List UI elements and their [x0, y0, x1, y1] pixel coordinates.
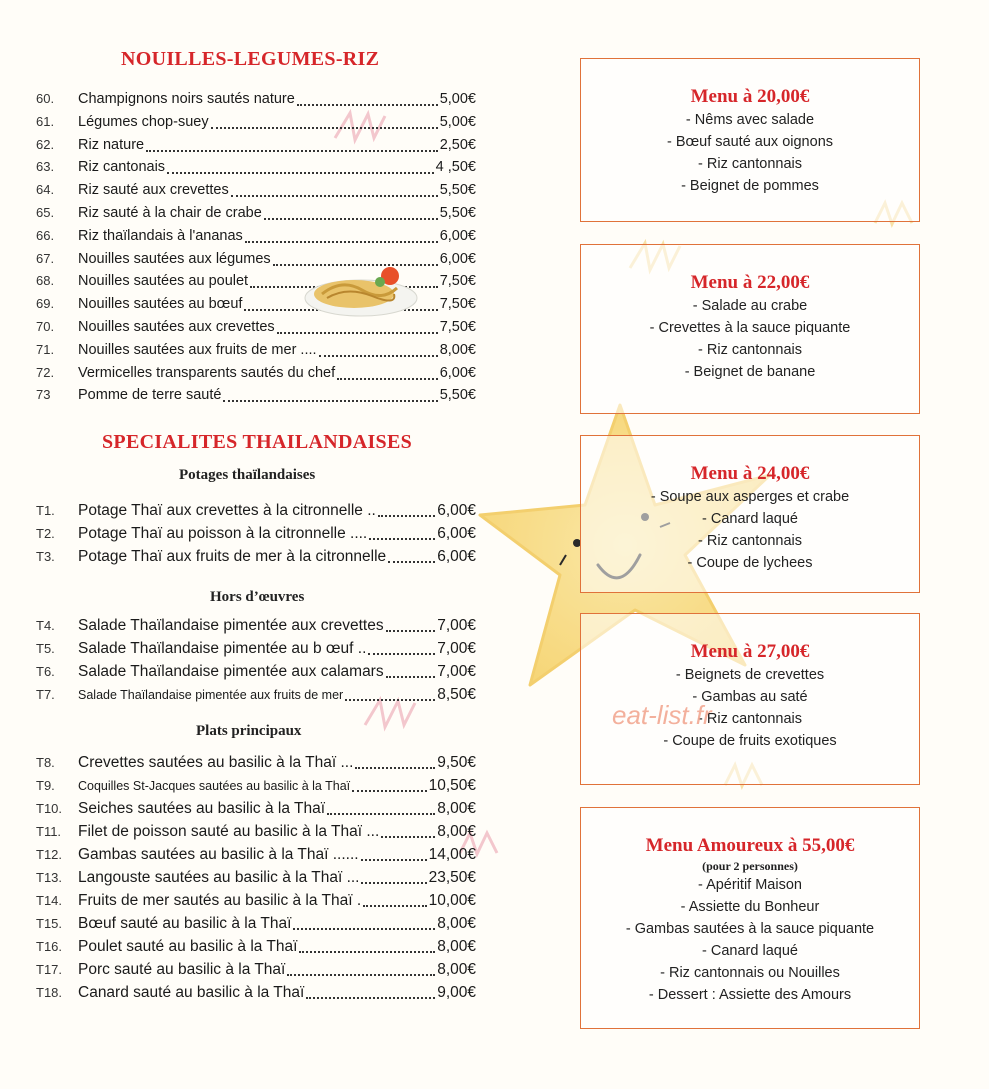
dot-leader — [355, 767, 435, 769]
dot-leader — [297, 104, 438, 106]
menu-item-number: T2. — [36, 526, 55, 541]
section-title-noodles: NOUILLES-LEGUMES-RIZ — [121, 48, 380, 70]
menu-item-name: Gambas sautées au basilic à la Thaï ...... — [78, 846, 359, 863]
set-menu-box — [580, 807, 920, 1029]
menu-item-number: T15. — [36, 916, 63, 931]
menu-item-number: T16. — [36, 939, 63, 954]
menu-item-name: Potage Thaï aux fruits de mer à la citronnelle — [78, 548, 387, 565]
dot-leader — [293, 928, 435, 930]
set-menu-title: Menu à 24,00€ — [690, 463, 810, 484]
menu-item-name: Nouilles sautées au bœuf — [78, 296, 243, 313]
menu-item-price: 2,50€ — [439, 136, 476, 153]
dot-leader — [388, 561, 435, 563]
menu-item-price: 7,00€ — [437, 663, 476, 680]
set-menu-box — [580, 58, 920, 222]
menu-item-price: 9,50€ — [437, 754, 476, 771]
set-menu-box — [580, 613, 920, 785]
menu-item-price: 6,00€ — [439, 364, 476, 381]
dot-leader — [361, 859, 427, 861]
menu-item-price: 9,00€ — [437, 984, 476, 1001]
dot-leader — [211, 127, 438, 129]
set-menu-course: - Gambas sautées à la sauce piquante — [625, 921, 875, 937]
set-menu-course: - Bœuf sauté aux oignons — [666, 134, 834, 150]
dot-leader — [264, 218, 438, 220]
dot-leader — [306, 997, 435, 999]
menu-item-number: T4. — [36, 618, 55, 633]
set-menu-course: - Nêms avec salade — [685, 112, 815, 128]
noodle-dish-photo — [302, 258, 420, 320]
dot-leader — [231, 195, 438, 197]
set-menu-course: - Apéritif Maison — [698, 877, 802, 893]
menu-item-number: T3. — [36, 549, 55, 564]
menu-item-number: 60. — [36, 91, 55, 106]
menu-item-name: Riz sauté aux crevettes — [78, 182, 229, 199]
menu-item-price: 6,00€ — [437, 502, 476, 519]
menu-item-row — [36, 525, 476, 545]
menu-item-number: T7. — [36, 687, 55, 702]
menu-item-price: 5,00€ — [439, 91, 476, 107]
menu-item-price: 7,50€ — [439, 296, 476, 313]
menu-item-row — [36, 365, 476, 385]
menu-item-number: 68. — [36, 273, 55, 289]
menu-item-row — [36, 846, 476, 866]
menu-item-price: 6,00€ — [437, 548, 476, 565]
menu-item-number: T5. — [36, 641, 55, 656]
menu-item-row — [36, 387, 476, 407]
menu-item-name: Crevettes sautées au basilic à la Thaï ... — [78, 754, 354, 771]
menu-item-number: T8. — [36, 755, 55, 770]
dot-leader — [369, 538, 435, 540]
menu-item-number: T11. — [36, 824, 62, 839]
menu-item-number: T12. — [36, 847, 63, 862]
set-menu-course: - Soupe aux asperges et crabe — [650, 489, 850, 505]
subsection-title-soups: Potages thaïlandaises — [179, 467, 316, 483]
menu-item-price: 8,00€ — [437, 823, 476, 840]
set-menu-course: - Canard laqué — [702, 943, 798, 959]
menu-item-row — [36, 114, 476, 134]
set-menu-note: (pour 2 personnes) — [702, 859, 798, 873]
dot-leader — [223, 400, 437, 402]
menu-item-price: 8,00€ — [437, 915, 476, 932]
menu-item-row — [36, 205, 476, 225]
menu-item-row — [36, 686, 476, 706]
set-menu-course: - Riz cantonnais — [698, 342, 802, 358]
menu-item-price: 8,50€ — [437, 686, 476, 703]
section-title-thai: SPECIALITES THAILANDAISES — [102, 431, 413, 453]
watermark: eat-list.fr — [612, 700, 712, 730]
menu-item-name: Nouilles sautées aux crevettes — [78, 319, 275, 335]
menu-item-number: T14. — [36, 893, 63, 908]
dot-leader — [368, 653, 435, 655]
menu-item-row — [36, 938, 476, 958]
menu-item-row — [36, 319, 476, 339]
menu-item-number: T13. — [36, 870, 63, 885]
menu-item-name: Salade Thaïlandaise pimentée au b œuf .. — [78, 640, 367, 657]
menu-item-price: 7,00€ — [437, 640, 476, 657]
menu-item-price: 23,50€ — [428, 869, 476, 886]
menu-item-row — [36, 984, 476, 1004]
menu-item-name: Salade Thaïlandaise pimentée aux crevettes — [78, 617, 384, 634]
menu-item-name: Bœuf sauté au basilic à la Thaï — [78, 915, 292, 932]
menu-item-row — [36, 91, 476, 111]
menu-item-price: 7,50€ — [439, 319, 476, 335]
menu-item-row — [36, 915, 476, 935]
menu-item-row — [36, 961, 476, 981]
dot-leader — [277, 332, 438, 334]
set-menu-course: - Beignet de pommes — [681, 178, 819, 194]
menu-item-number: 65. — [36, 205, 55, 220]
dot-leader — [345, 699, 435, 701]
menu-item-number: 64. — [36, 182, 55, 198]
menu-item-price: 6,00€ — [437, 525, 476, 542]
dot-leader — [352, 790, 426, 792]
menu-item-name: Nouilles sautées aux légumes — [78, 250, 271, 267]
set-menu-title: Menu Amoureux à 55,00€ — [645, 835, 855, 856]
menu-item-price: 10,00€ — [428, 892, 476, 909]
set-menu-course: - Riz cantonnais — [698, 156, 802, 172]
menu-item-row — [36, 182, 476, 202]
menu-item-row — [36, 823, 476, 843]
menu-item-number: 71. — [36, 341, 55, 357]
menu-item-row — [36, 800, 476, 820]
menu-item-price: 8,00€ — [437, 800, 476, 817]
menu-item-number: 61. — [36, 113, 55, 129]
set-menu-course: - Beignets de crevettes — [675, 667, 825, 683]
dot-leader — [245, 241, 438, 243]
menu-item-row — [36, 502, 476, 522]
dot-leader — [287, 974, 435, 976]
dot-leader — [327, 813, 435, 815]
menu-item-name: Potage Thaï au poisson à la citronnelle .... — [78, 525, 368, 542]
menu-item-name: Salade Thaïlandaise pimentée aux fruits de mer — [78, 688, 344, 702]
menu-item-row — [36, 159, 476, 179]
dot-leader — [361, 882, 426, 884]
menu-item-row — [36, 892, 476, 912]
menu-item-number: 66. — [36, 227, 55, 243]
set-menu-box — [580, 435, 920, 593]
set-menu-box — [580, 244, 920, 414]
menu-item-row — [36, 228, 476, 248]
menu-item-price: 5,50€ — [439, 205, 476, 221]
subsection-title-starters: Hors d’œuvres — [210, 589, 305, 605]
menu-item-name: Riz cantonais — [78, 159, 166, 176]
menu-item-row — [36, 617, 476, 637]
menu-item-price: 5,50€ — [439, 182, 476, 199]
set-menu-course: - Gambas au saté — [692, 689, 808, 705]
menu-item-price: 5,50€ — [439, 387, 476, 404]
set-menu-course: - Dessert : Assiette des Amours — [648, 987, 852, 1003]
menu-item-number: 72. — [36, 364, 55, 380]
menu-item-number: 69. — [36, 296, 55, 312]
dot-leader — [381, 836, 435, 838]
menu-item-row — [36, 548, 476, 568]
menu-item-price: 5,00€ — [439, 113, 476, 130]
set-menu-course: - Riz cantonnais — [698, 711, 802, 727]
menu-item-price: 14,00€ — [428, 846, 476, 863]
menu-item-name: Pomme de terre sauté — [78, 387, 222, 404]
menu-item-name: Nouilles sautées au poulet — [78, 273, 249, 290]
menu-item-name: Riz thaïlandais à l'ananas — [78, 227, 243, 244]
menu-item-price: 6,00€ — [439, 250, 476, 267]
menu-item-number: 70. — [36, 319, 55, 334]
set-menu-course: - Canard laqué — [702, 511, 798, 527]
menu-item-name: Champignons noirs sautés nature — [78, 91, 295, 107]
menu-item-row — [36, 869, 476, 889]
menu-item-row — [36, 663, 476, 683]
dot-leader — [299, 951, 435, 953]
menu-item-name: Filet de poisson sauté au basilic à la Thaï ... — [78, 823, 380, 840]
menu-item-name: Fruits de mer sautés au basilic à la Thaï . — [78, 892, 362, 909]
set-menu-course: - Assiette du Bonheur — [680, 899, 820, 915]
menu-item-number: 67. — [36, 250, 55, 266]
set-menu-course: - Coupe de fruits exotiques — [663, 733, 837, 749]
menu-item-name: Langouste sautées au basilic à la Thaï ... — [78, 869, 360, 886]
dot-leader — [363, 905, 426, 907]
dot-leader — [386, 676, 436, 678]
menu-item-row — [36, 777, 476, 797]
menu-item-name: Porc sauté au basilic à la Thaï — [78, 961, 286, 978]
menu-item-name: Riz sauté à la chair de crabe — [78, 205, 262, 221]
menu-item-number: T17. — [36, 962, 63, 977]
menu-item-name: Vermicelles transparents sautés du chef — [78, 364, 336, 381]
set-menu-course: - Coupe de lychees — [687, 555, 813, 571]
set-menu-course: - Beignet de banane — [684, 364, 816, 380]
set-menu-course: - Riz cantonnais ou Nouilles — [660, 965, 840, 981]
menu-item-name: Riz nature — [78, 136, 145, 153]
menu-item-number: T6. — [36, 664, 55, 679]
menu-item-row — [36, 342, 476, 362]
dot-leader — [319, 355, 438, 357]
menu-item-name: Salade Thaïlandaise pimentée aux calamars — [78, 663, 384, 680]
menu-item-number: T1. — [36, 503, 55, 518]
set-menu-title: Menu à 22,00€ — [690, 272, 810, 293]
dot-leader — [146, 150, 438, 152]
menu-item-row — [36, 640, 476, 660]
menu-item-name: Poulet sauté au basilic à la Thaï — [78, 938, 298, 955]
set-menu-course: - Riz cantonnais — [698, 533, 802, 549]
menu-item-number: 73 — [36, 387, 51, 403]
menu-item-price: 7,50€ — [439, 273, 476, 290]
menu-item-number: T10. — [36, 801, 63, 816]
dot-leader — [337, 378, 438, 380]
menu-item-name: Canard sauté au basilic à la Thaï — [78, 984, 305, 1001]
menu-item-number: 63. — [36, 159, 55, 175]
menu-item-row — [36, 137, 476, 157]
menu-item-price: 6,00€ — [439, 227, 476, 244]
menu-item-name: Nouilles sautées aux fruits de mer .... — [78, 341, 317, 358]
dot-leader — [167, 172, 434, 174]
menu-item-number: T18. — [36, 985, 63, 1000]
set-menu-title: Menu à 20,00€ — [690, 86, 810, 107]
set-menu-course: - Salade au crabe — [692, 298, 808, 314]
set-menu-title: Menu à 27,00€ — [690, 641, 810, 662]
menu-item-number: 62. — [36, 136, 55, 152]
menu-item-price: 8,00€ — [437, 938, 476, 955]
menu-item-name: Coquilles St-Jacques sautées au basilic à la Thaï — [78, 779, 351, 793]
menu-item-price: 7,00€ — [437, 617, 476, 634]
menu-item-price: 10,50€ — [428, 777, 476, 794]
set-menu-course: - Crevettes à la sauce piquante — [649, 320, 851, 336]
menu-item-row — [36, 754, 476, 774]
menu-item-name: Potage Thaï aux crevettes à la citronnelle .. — [78, 502, 376, 519]
dot-leader — [386, 630, 436, 632]
menu-item-number: T9. — [36, 778, 55, 793]
menu-item-price: 8,00€ — [437, 961, 476, 978]
menu-item-price: 4 ,50€ — [435, 159, 476, 176]
dot-leader — [378, 515, 435, 517]
subsection-title-mains: Plats principaux — [196, 723, 302, 739]
menu-item-name: Légumes chop-suey — [78, 113, 209, 130]
menu-item-name: Seiches sautées au basilic à la Thaï — [78, 800, 326, 817]
menu-item-price: 8,00€ — [439, 341, 476, 358]
